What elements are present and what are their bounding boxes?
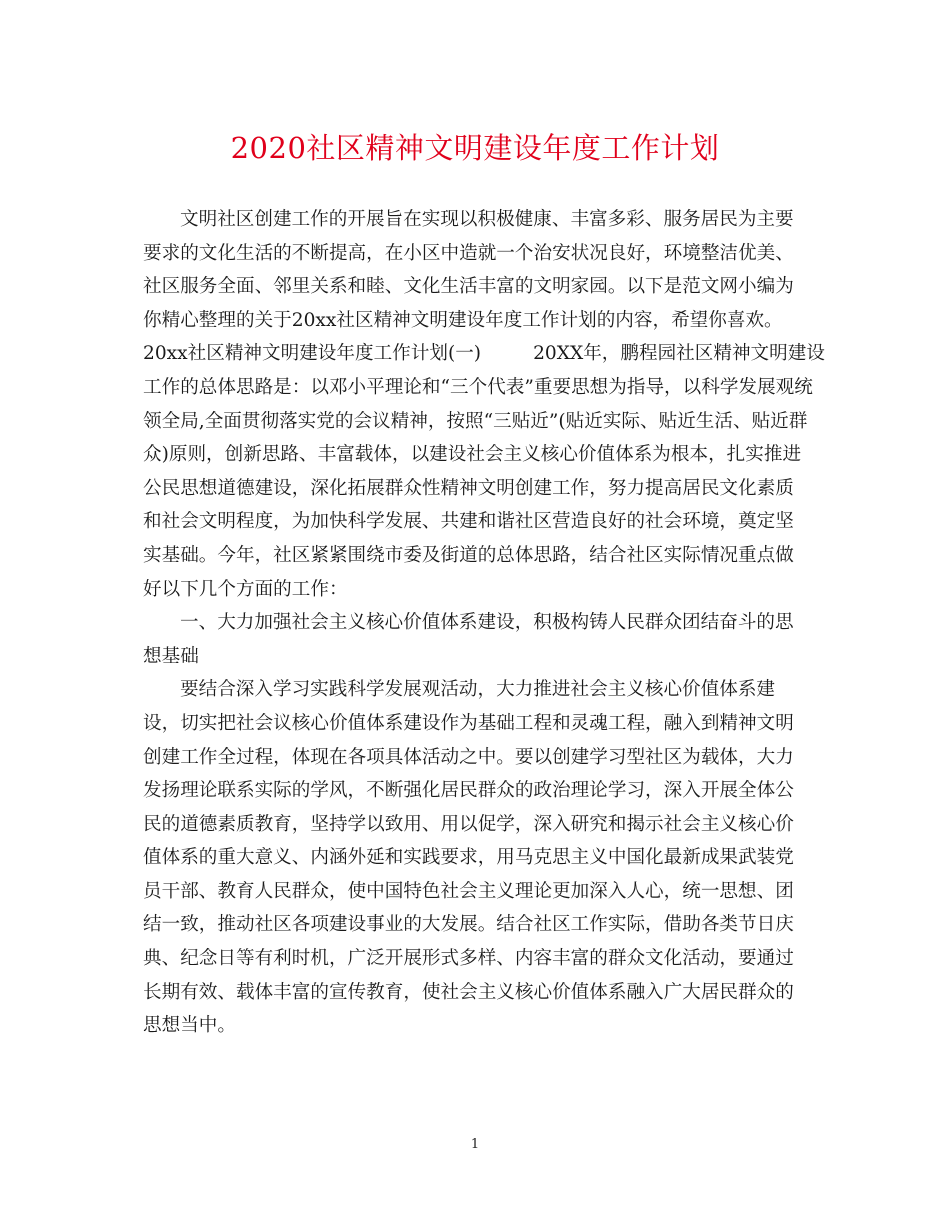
section-heading: 20xx社区精神文明建设年度工作计划(一) xyxy=(143,343,482,365)
text-line: 一、大力加强社会主义核心价值体系建设，积极构铸人民群众团结奋斗的思 xyxy=(180,612,794,634)
text-line: 典、纪念日等有利时机，广泛开展形式多样、内容丰富的群众文化活动，要通过 xyxy=(143,948,794,970)
paragraph-plan-overview xyxy=(143,337,825,606)
text-line: 社区服务全面、邻里关系和睦、文化生活丰富的文明家园。以下是范文网小编为 xyxy=(143,276,794,298)
text-segment: 20XX年，鹏程园社区精神文明建设 xyxy=(533,343,825,365)
text-line: 创建工作全过程，体现在各项具体活动之中。要以创建学习型社区为载体，大力 xyxy=(143,746,794,768)
text-line: 民的道德素质教育，坚持学以致用、用以促学，深入研究和揭示社会主义核心价 xyxy=(143,813,794,835)
text-line: 你精心整理的关于20xx社区精神文明建设年度工作计划的内容，希望你喜欢。 xyxy=(143,309,783,331)
text-line: 结一致，推动社区各项建设事业的大发展。结合社区工作实际，借助各类节日庆 xyxy=(143,914,794,936)
paragraph-section-one-body xyxy=(143,673,807,1043)
text-line: 长期有效、载体丰富的宣传教育，使社会主义核心价值体系融入广大居民群众的 xyxy=(143,981,794,1003)
text-line: 发扬理论联系实际的学风，不断强化居民群众的政治理论学习，深入开展全体公 xyxy=(143,780,794,802)
text-line: 实基础。今年，社区紧紧围绕市委及街道的总体思路，结合社区实际情况重点做 xyxy=(143,544,794,566)
text-line: 员干部、教育人民群众，使中国特色社会主义理论更加深入人心，统一思想、团 xyxy=(143,880,794,902)
text-line: 设，切实把社会议核心价值体系建设作为基础工程和灵魂工程，融入到精神文明 xyxy=(143,712,794,734)
text-line: 思想当中。 xyxy=(143,1015,236,1037)
text-line: 工作的总体思路是：以邓小平理论和“三个代表”重要思想为指导，以科学发展观统 xyxy=(143,376,813,398)
text-line: 领全局,全面贯彻落实党的会议精神，按照“三贴近”(贴近实际、贴近生活、贴近群 xyxy=(143,410,808,432)
text-line: 文明社区创建工作的开展旨在实现以积极健康、丰富多彩、服务居民为主要 xyxy=(180,209,794,230)
text-line: 好以下几个方面的工作： xyxy=(143,578,348,600)
text-line: 想基础 xyxy=(143,645,199,667)
paragraph-intro xyxy=(143,203,807,337)
document-body xyxy=(143,203,825,1043)
document-title: 2020社区精神文明建设年度工作计划 xyxy=(230,131,720,165)
text-line: 众)原则，创新思路、丰富载体，以建设社会主义核心价值体系为根本，扎实推进 xyxy=(143,444,802,466)
paragraph-section-one-heading xyxy=(143,606,807,673)
page-number: 1 xyxy=(470,1137,480,1152)
text-line: 要求的文化生活的不断提高，在小区中造就一个治安状况良好，环境整洁优美、 xyxy=(143,242,794,264)
text-line: 公民思想道德建设，深化拓展群众性精神文明创建工作，努力提高居民文化素质 xyxy=(143,477,794,499)
text-line: 和社会文明程度，为加快科学发展、共建和谐社区营造良好的社会环境，奠定坚 xyxy=(143,511,794,533)
text-line: 要结合深入学习实践科学发展观活动，大力推进社会主义核心价值体系建 xyxy=(180,679,776,701)
text-line xyxy=(143,337,825,371)
text-line: 值体系的重大意义、内涵外延和实践要求，用马克思主义中国化最新成果武装党 xyxy=(143,847,794,869)
